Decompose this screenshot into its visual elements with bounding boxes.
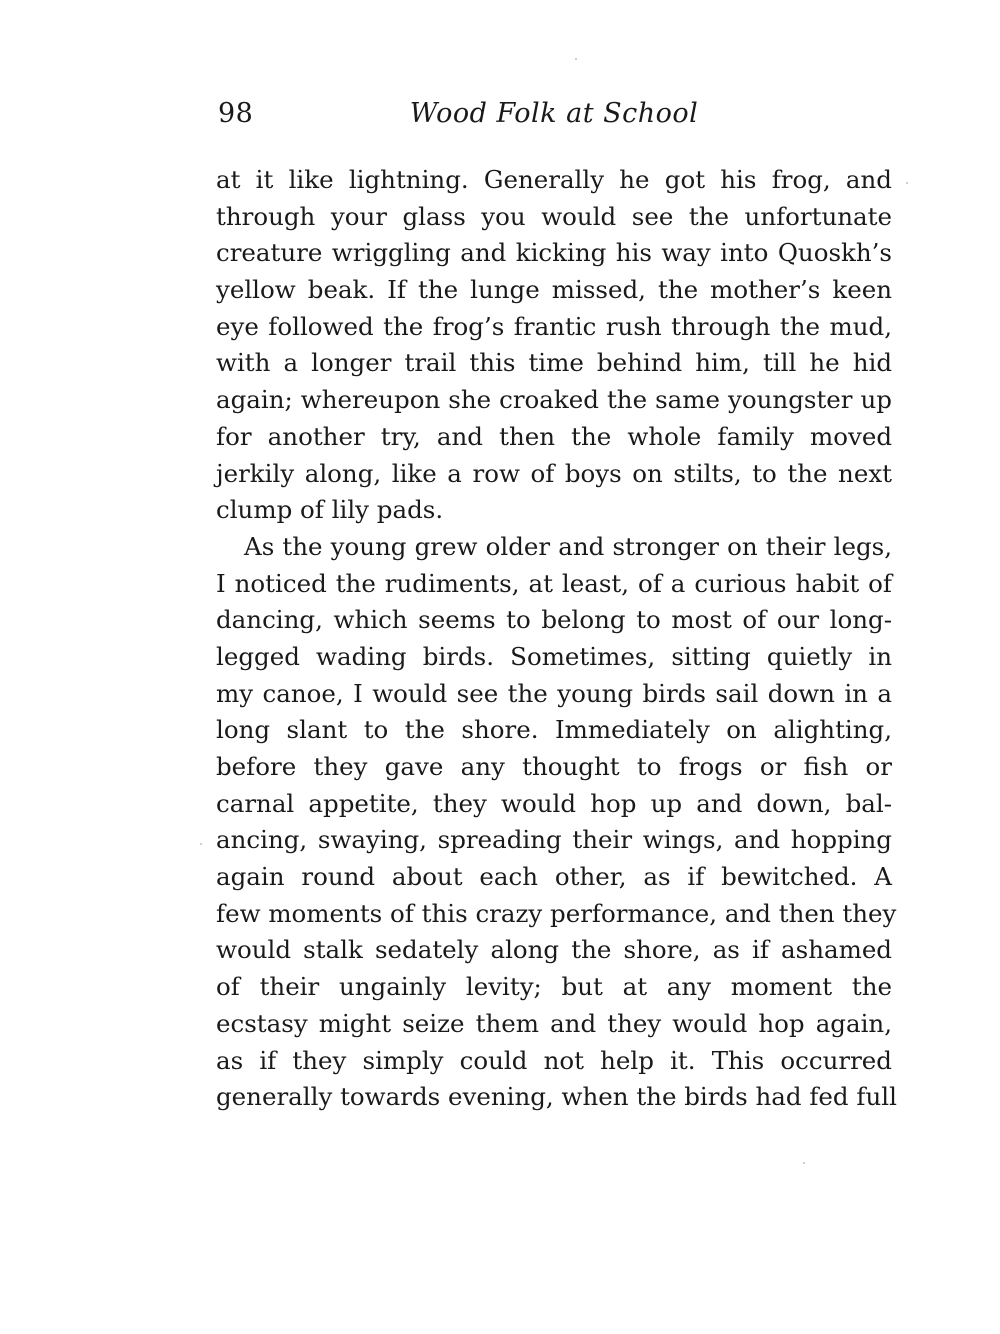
text-line: would stalk sedately along the shore, as if ashamed [216, 935, 892, 965]
scan-speck [906, 182, 908, 184]
running-title: Wood Folk at School [409, 98, 699, 129]
text-line: generally towards evening, when the birds had fed full [216, 1082, 897, 1112]
text-line: legged wading birds. Sometimes, sitting quietly in [216, 641, 892, 671]
page-number: 98 [218, 98, 254, 129]
text-line: before they gave any thought to frogs or fish or [216, 752, 892, 781]
text-line: through your glass you would see the unfortunate [216, 201, 892, 231]
text-line: ecstasy might seize them and they would hop again, [216, 1008, 892, 1038]
paragraph [216, 529, 897, 1116]
scan-speck [803, 1162, 805, 1164]
text-line: again round about each other, as if bewitched. A [216, 862, 892, 892]
text-line: carnal appetite, they would hop up and down, bal- [216, 788, 892, 818]
page-header [218, 98, 890, 138]
text-line: ancing, swaying, spreading their wings, and hopping [216, 825, 892, 855]
text-line: I noticed the rudiments, at least, of a curious habit of [216, 568, 892, 598]
text-line: As the young grew older and stronger on their legs, [244, 531, 892, 561]
text-line: few moments of this crazy performance, and then they [216, 898, 897, 928]
scan-speck [200, 843, 202, 845]
text-line: at it like lightning. Generally he got his frog, and [216, 165, 892, 194]
text-line: jerkily along, like a row of boys on stilts, to the next [216, 458, 892, 488]
text-line: creature wriggling and kicking his way into Quoskh’s [216, 238, 892, 268]
text-line: yellow beak. If the lunge missed, the mother’s keen [216, 275, 892, 305]
text-line: of their ungainly levity; but at any moment the [216, 972, 892, 1002]
text-line: dancing, which seems to belong to most of our long- [216, 605, 892, 635]
paragraph [216, 162, 892, 529]
text-line: eye followed the frog’s frantic rush through the mud, [216, 311, 892, 341]
text-line: long slant to the shore. Immediately on alighting, [216, 715, 892, 745]
text-line: clump of lily pads. [216, 495, 444, 525]
text-line: my canoe, I would see the young birds sail down in a [216, 678, 892, 708]
text-line: for another try, and then the whole family moved [216, 421, 892, 451]
body-text [216, 162, 897, 1116]
text-line: again; whereupon she croaked the same youngster up [216, 385, 892, 415]
text-line: with a longer trail this time behind him, till he hid [216, 348, 892, 378]
text-line: as if they simply could not help it. This occurred [216, 1045, 892, 1075]
scan-speck [575, 58, 577, 60]
